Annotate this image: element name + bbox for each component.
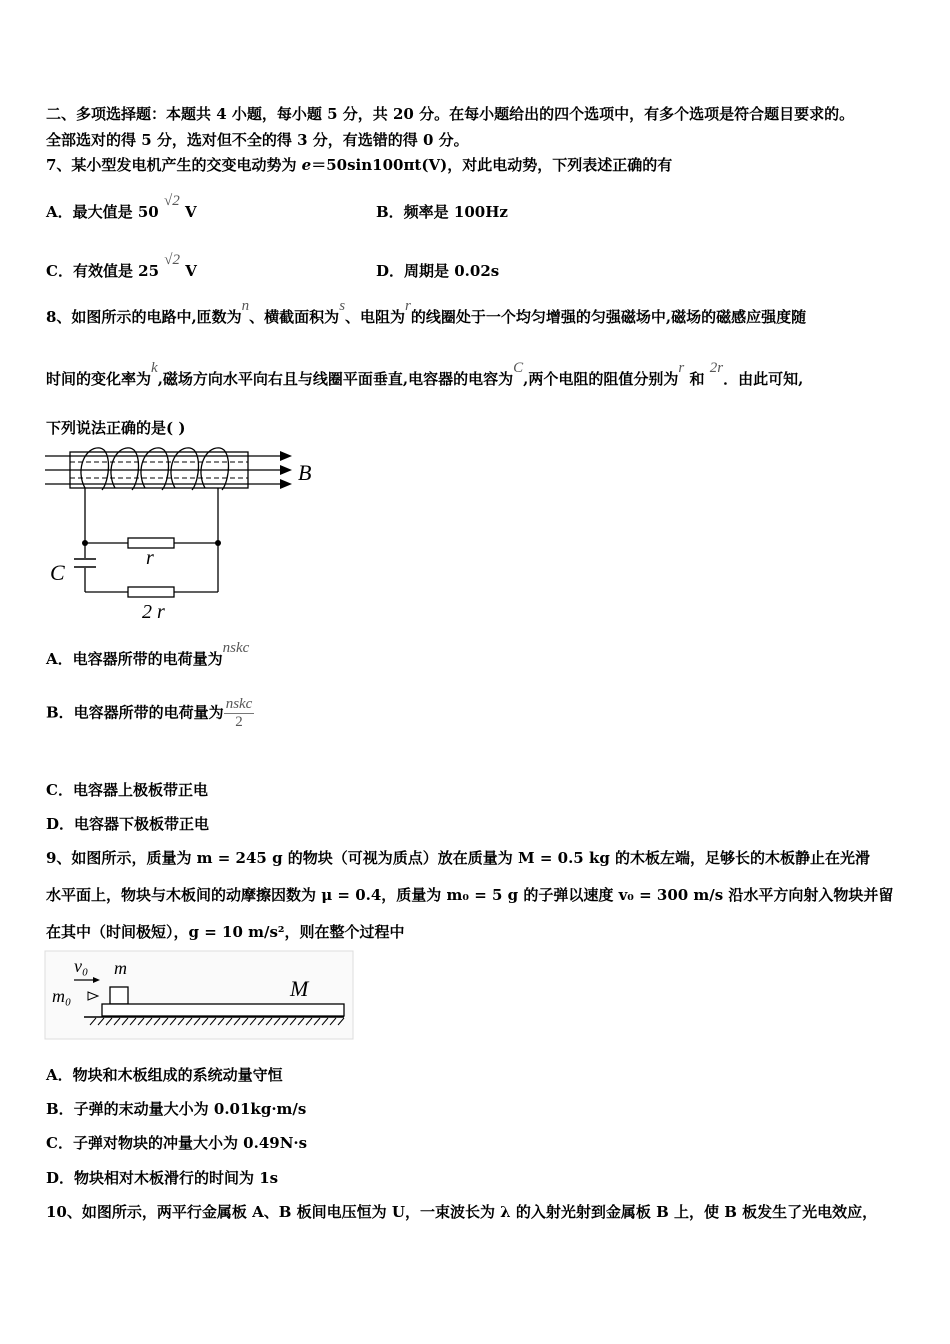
q8-l1a: 8、如图所示的电路中,匝数为 (46, 308, 242, 326)
q8-s: s (339, 298, 346, 314)
q7-a-post: V (179, 203, 197, 221)
q8-circuit-figure (40, 440, 330, 630)
q9-option-d[interactable]: D．物块相对木板滑行的时间为 1s (46, 1169, 279, 1187)
q8-l2c: ,两个电阻的阻值分别为 (523, 370, 679, 388)
q9-block-figure (44, 950, 354, 1040)
q8-b-fraction (224, 696, 255, 731)
q9-option-b[interactable]: B．子弹的末动量大小为 0.01kg·m/s (46, 1100, 307, 1118)
arrow-head-1 (280, 451, 292, 461)
q7-option-b[interactable]: B．频率是 100Hz (376, 203, 508, 221)
q8-b-den: 2 (235, 714, 243, 730)
q8-l1c: 、电阻为 (345, 308, 406, 326)
q8-l2a: 时间的变化率为 (46, 370, 152, 388)
q8-c: C (513, 360, 524, 376)
q8-stem-line3: 下列说法正确的是( ) (46, 419, 186, 437)
q8-stem-line1 (46, 298, 807, 327)
arrow-head-2 (280, 465, 292, 475)
q7-option-d[interactable]: D．周期是 0.02s (376, 262, 500, 280)
resistor-2r (128, 587, 174, 597)
field-label-b: B (298, 460, 312, 485)
q7-option-a[interactable] (46, 193, 197, 222)
q8-n: n (241, 298, 250, 314)
q7-option-c[interactable] (46, 252, 197, 281)
section-heading: 二、多项选择题：本题共 4 小题，每小题 5 分，共 20 分。在每小题给出的四个选项中，有多个选项是符合题目要求的。 (46, 105, 855, 123)
q8-l1b: 、横截面积为 (249, 308, 340, 326)
label-m: m (114, 958, 127, 978)
q8-r2: r (678, 360, 685, 376)
q7-c-root: √2 (164, 252, 181, 268)
q8-r: r (405, 298, 411, 314)
q9-stem-line2: 水平面上，物块与木板间的动摩擦因数为 μ = 0.4，质量为 m₀ = 5 g 的子弹以速度 v₀ = 300 m/s 沿水平方向射入物块并留 (46, 886, 894, 904)
q8-b-num: nskc (225, 696, 253, 712)
q10-stem-line1: 10、如图所示，两平行金属板 A、B 板间电压恒为 U，一束波长为 λ 的入射光射到金属板 B 上，使 B 板发生了光电效应， (46, 1203, 878, 1221)
q8-stem-line2 (46, 360, 804, 389)
q8-a-text: A．电容器所带的电荷量为 (46, 650, 223, 668)
q7-c-pre: C．有效值是 25 (46, 262, 160, 280)
arrow-head-3 (280, 479, 292, 489)
capacitor-label: C (50, 560, 65, 585)
q8-a-expr: nskc (222, 640, 250, 656)
q9-option-a[interactable]: A．物块和木板组成的系统动量守恒 (46, 1066, 283, 1084)
q8-b-text: B．电容器所带的电荷量为 (46, 703, 224, 722)
board (102, 1004, 344, 1016)
q8-option-d[interactable]: D．电容器下极板带正电 (46, 815, 210, 833)
resistor-2r-label: 2 r (142, 601, 165, 623)
q8-option-c[interactable]: C．电容器上极板带正电 (46, 781, 208, 799)
q8-l2b: ,磁场方向水平向右且与线圈平面垂直,电容器的电容为 (157, 370, 514, 388)
q9-option-c[interactable]: C．子弹对物块的冲量大小为 0.49N·s (46, 1134, 308, 1152)
section-instructions: 全部选对的得 5 分，选对但不全的得 3 分，有选错的得 0 分。 (46, 131, 469, 149)
label-m0: m₀ (52, 986, 72, 1006)
q7-stem-b: ＝50sin100πt(V)，对此电动势，下列表述正确的有 (311, 156, 673, 174)
label-M: M (290, 976, 309, 1001)
q7-stem-a: 7、某小型发电机产生的交变电动势为 (46, 156, 302, 174)
q7-c-post: V (180, 262, 197, 280)
q8-2r: 2r (709, 360, 724, 376)
q8-l2d: 和 (689, 370, 705, 388)
small-block (110, 987, 128, 1004)
q8-k: k (151, 360, 158, 376)
q7-stem (46, 154, 672, 175)
q7-a-pre: A．最大值是 50 (46, 203, 159, 221)
q7-a-root: √2 (163, 193, 180, 209)
resistor-r-label: r (146, 547, 154, 569)
q8-l2e: ．由此可知, (723, 370, 804, 388)
label-v0: v₀ (74, 956, 89, 976)
q8-option-b[interactable] (46, 696, 254, 731)
q7-stem-e: e (301, 156, 312, 174)
q8-option-a[interactable] (46, 640, 250, 669)
q9-stem-line3: 在其中（时间极短），g = 10 m/s²，则在整个过程中 (46, 923, 405, 941)
q8-l1d: 的线圈处于一个均匀增强的匀强磁场中,磁场的磁感应强度随 (410, 308, 807, 326)
q9-stem-line1: 9、如图所示，质量为 m = 245 g 的物块（可视为质点）放在质量为 M = 0.5 kg 的木板左端，足够长的木板静止在光滑 (46, 849, 871, 867)
